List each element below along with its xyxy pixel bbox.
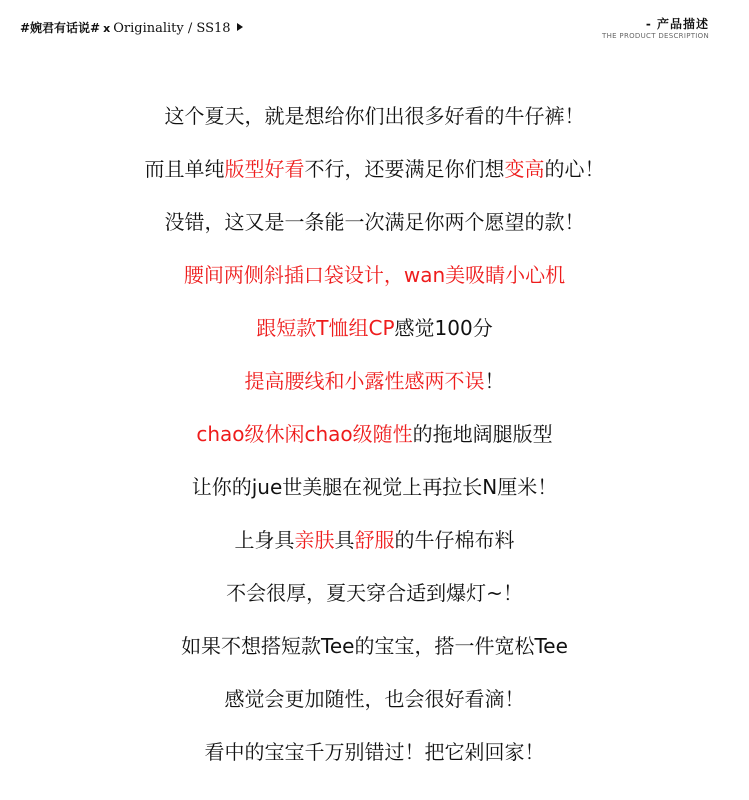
description-line: [0, 620, 749, 673]
description-line: [0, 90, 749, 143]
brand-hashtag: #婉君有话说#: [20, 21, 101, 35]
body-text: 的拖地阔腿版型: [412, 422, 553, 446]
section-heading: [602, 16, 709, 41]
description-line: [0, 143, 749, 196]
highlight-text: 舒服: [354, 528, 395, 552]
separator-x: x: [103, 22, 111, 35]
highlight-text: 提高腰线和小露性感两不误: [244, 369, 485, 393]
body-text: ！: [484, 369, 505, 393]
highlight-text: chao级休闲chao级随性: [196, 422, 413, 446]
description-line: [0, 355, 749, 408]
body-text: 这个夏天，就是想给你们出很多好看的牛仔裤！: [164, 104, 585, 128]
description-line: [0, 514, 749, 567]
highlight-text: 亲肤: [294, 528, 335, 552]
body-text: 感觉100分: [394, 316, 493, 340]
description-line: [0, 196, 749, 249]
body-text: 的心！: [544, 157, 605, 181]
highlight-text: 变高: [504, 157, 545, 181]
description-line: [0, 673, 749, 726]
body-text: 看中的宝宝千万别错过！把它剁回家！: [204, 740, 545, 764]
body-text: 上身具: [234, 528, 295, 552]
description-line: [0, 726, 749, 779]
body-text: 不行，还要满足你们想: [304, 157, 505, 181]
description-line: [0, 249, 749, 302]
body-text: 具: [334, 528, 355, 552]
header-brand: [20, 18, 243, 39]
description-line: [0, 567, 749, 620]
collection-label: Originality / SS18: [113, 21, 231, 36]
description-line: [0, 461, 749, 514]
body-text: 如果不想搭短款Tee的宝宝，搭一件宽松Tee: [181, 634, 568, 658]
highlight-text: 版型好看: [224, 157, 305, 181]
highlight-text: 跟短款T恤组CP: [256, 316, 395, 340]
section-subtitle: THE PRODUCT DESCRIPTION: [602, 32, 709, 40]
body-text: 的牛仔棉布料: [394, 528, 515, 552]
body-text: 让你的jue世美腿在视觉上再拉长N厘米！: [191, 475, 558, 499]
play-icon: [237, 23, 243, 31]
description-line: [0, 408, 749, 461]
description-line: [0, 302, 749, 355]
body-text: 感觉会更加随性，也会很好看滴！: [224, 687, 525, 711]
body-text: 不会很厚，夏天穿合适到爆灯~！: [226, 581, 523, 605]
body-text: 而且单纯: [144, 157, 225, 181]
description-body: [0, 90, 749, 779]
highlight-text: 腰间两侧斜插口袋设计，wan美吸睛小心机: [183, 263, 566, 287]
section-title: - 产品描述: [645, 17, 709, 31]
body-text: 没错，这又是一条能一次满足你两个愿望的款！: [164, 210, 585, 234]
